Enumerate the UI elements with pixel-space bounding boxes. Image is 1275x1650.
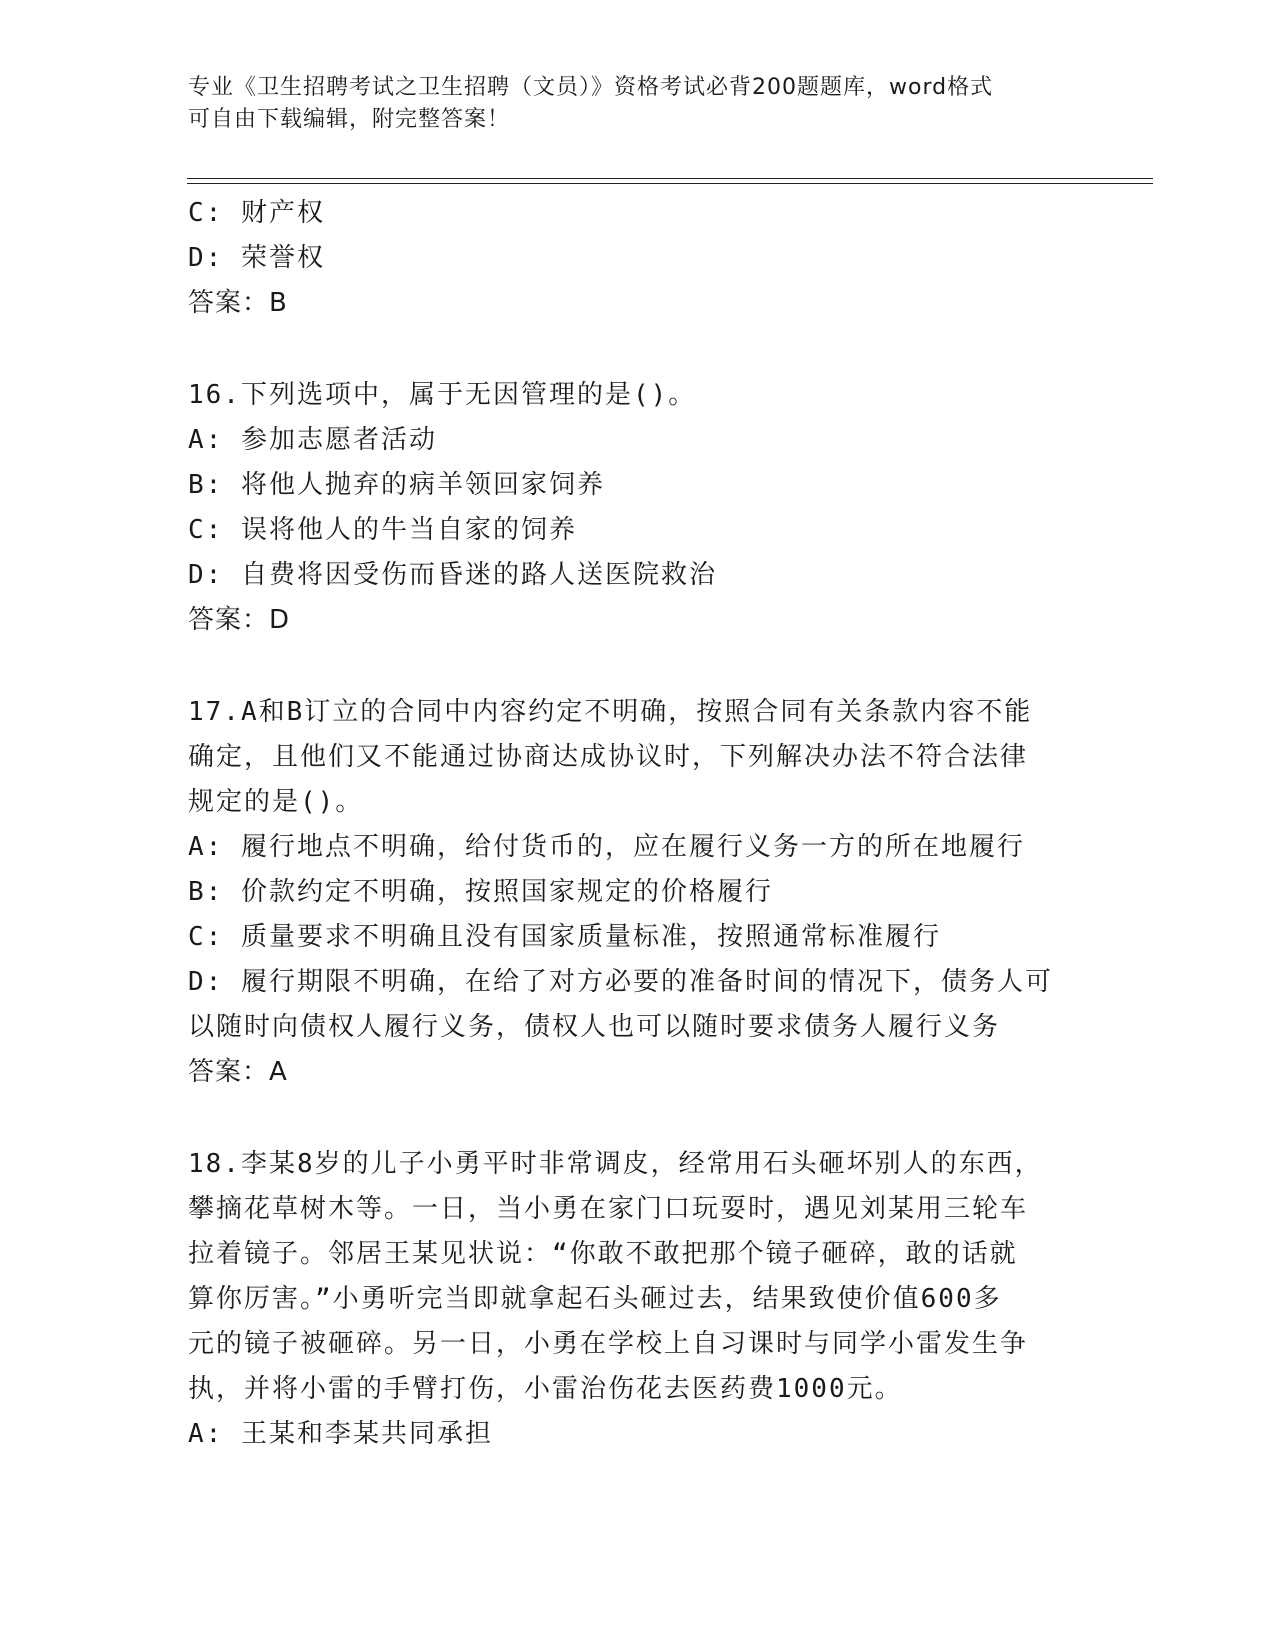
header-rule-bottom	[187, 183, 1153, 184]
question-stem-line: 元的镜子被砸碎。另一日，小勇在学校上自习课时与同学小雷发生争	[188, 1329, 1029, 1359]
question-16	[188, 373, 1088, 643]
option-c: C: 质量要求不明确且没有国家质量标准，按照通常标准履行	[188, 922, 941, 952]
answer-line: 答案：A	[188, 1057, 288, 1087]
question-stem-line: 攀摘花草树木等。一日，当小勇在家门口玩耍时，遇见刘某用三轮车	[188, 1194, 1029, 1224]
question-17	[188, 690, 1088, 1095]
option-c: C: 误将他人的牛当自家的饲养	[188, 515, 577, 545]
option-d: D: 荣誉权	[188, 243, 325, 273]
option-c: C: 财产权	[188, 198, 325, 228]
option-d-line: 以随时向债权人履行义务，债权人也可以随时要求债务人履行义务	[188, 1012, 1001, 1042]
option-d-line: D: 履行期限不明确，在给了对方必要的准备时间的情况下，债务人可	[188, 967, 1053, 997]
question-stem: 16.下列选项中，属于无因管理的是()。	[188, 380, 697, 410]
option-a: A: 履行地点不明确，给付货币的，应在履行义务一方的所在地履行	[188, 832, 1025, 862]
spacer	[188, 643, 1088, 690]
option-b: B: 价款约定不明确，按照国家规定的价格履行	[188, 877, 773, 907]
answer-line: 答案：B	[188, 288, 288, 318]
question-stem-line: 规定的是()。	[188, 787, 364, 817]
question-stem-line: 执，并将小雷的手臂打伤，小雷治伤花去医药费1000元。	[188, 1374, 903, 1404]
question-15-tail	[188, 191, 1088, 326]
question-stem-line: 确定，且他们又不能通过协商达成协议时，下列解决办法不符合法律	[188, 742, 1029, 772]
option-d: D: 自费将因受伤而昏迷的路人送医院救治	[188, 560, 717, 590]
question-list	[188, 191, 1088, 1457]
header-rule-top	[187, 178, 1153, 179]
option-a: A: 王某和李某共同承担	[188, 1419, 493, 1449]
question-18	[188, 1142, 1088, 1457]
document-header	[188, 72, 1068, 136]
spacer	[188, 326, 1088, 373]
question-stem-line: 17.A和B订立的合同中内容约定不明确，按照合同有关条款内容不能	[188, 697, 1033, 727]
spacer	[188, 1095, 1088, 1142]
header-title-line-2: 可自由下载编辑，附完整答案！	[188, 107, 511, 132]
question-stem-line: 18.李某8岁的儿子小勇平时非常调皮，经常用石头砸坏别人的东西，	[188, 1149, 1043, 1179]
question-stem-line: 拉着镜子。邻居王某见状说：“你敢不敢把那个镜子砸碎，敢的话就	[188, 1239, 1018, 1269]
option-b: B: 将他人抛弃的病羊领回家饲养	[188, 470, 605, 500]
option-a: A: 参加志愿者活动	[188, 425, 437, 455]
answer-line: 答案：D	[188, 605, 291, 635]
header-title-line-1: 专业《卫生招聘考试之卫生招聘（文员）》资格考试必背200题题库，word格式	[188, 75, 994, 100]
question-stem-line: 算你厉害。”小勇听完当即就拿起石头砸过去，结果致使价值600多	[188, 1284, 1002, 1314]
